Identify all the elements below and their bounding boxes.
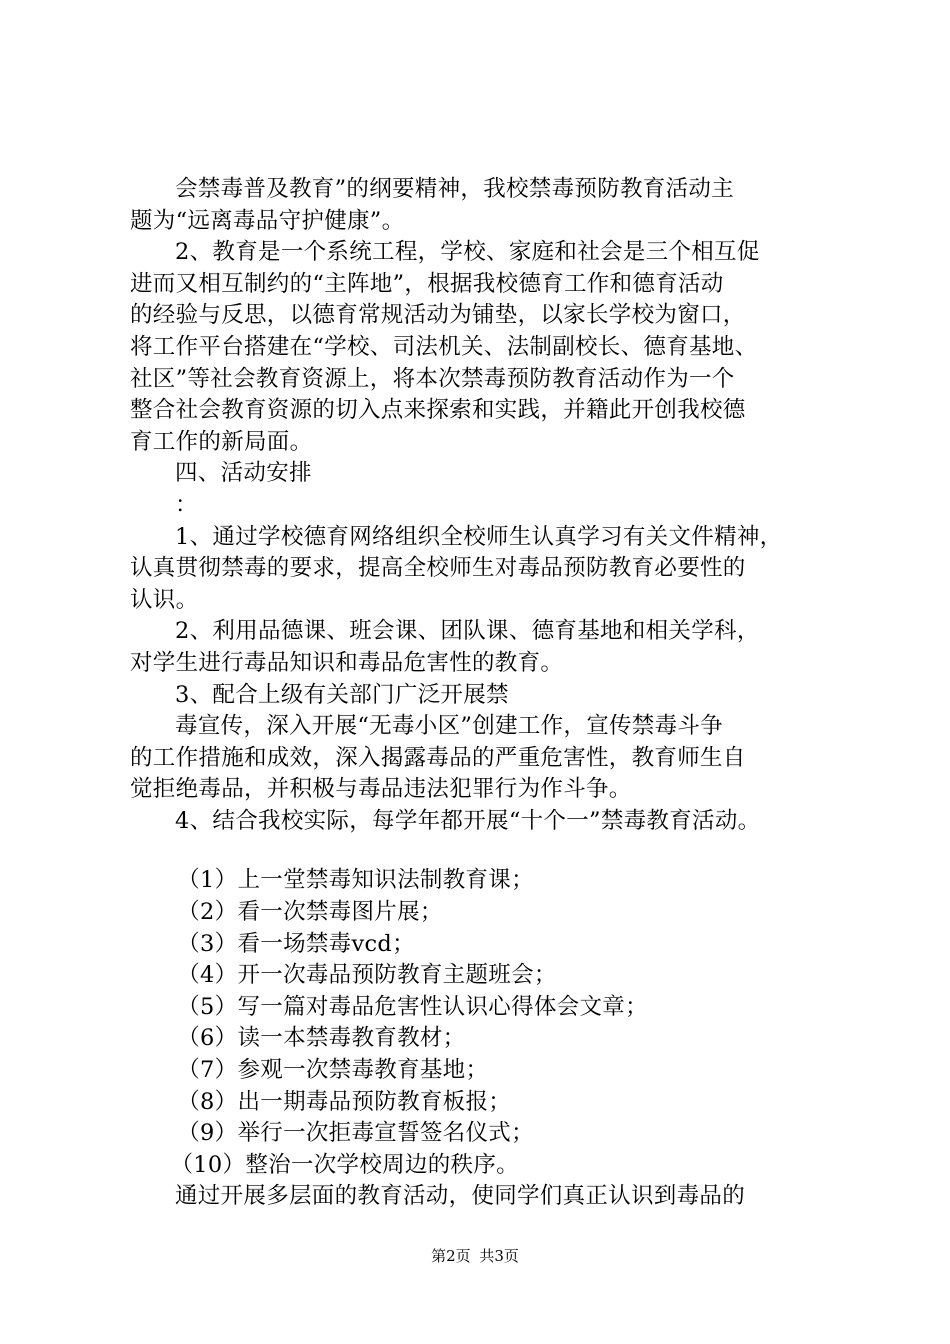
paragraph-line: 对学生进行毒品知识和毒品危害性的教育。 xyxy=(130,649,564,676)
paragraph-line: 毒宣传，深入开展“无毒小区”创建工作，宣传禁毒斗争 xyxy=(175,713,724,740)
list-item: （7）参观一次禁毒教育基地； xyxy=(177,1057,489,1084)
paragraph-line: 的工作措施和成效，深入揭露毒品的严重危害性，教育师生自 xyxy=(130,744,746,771)
paragraph-line: 会禁毒普及教育”的纲要精神，我校禁毒预防教育活动主 xyxy=(175,176,735,202)
paragraph-line: 认识。 xyxy=(130,586,199,613)
paragraph-line: 进而又相互制约的“主阵地”，根据我校德育工作和德育活动 xyxy=(130,270,724,297)
paragraph-line: 认真贯彻禁毒的要求，提高全校师生对毒品预防教育必要性的 xyxy=(130,555,746,582)
list-item: （8）出一期毒品预防教育板报； xyxy=(177,1088,512,1115)
paragraph-line: 育工作的新局面。 xyxy=(130,428,313,455)
activity-list xyxy=(130,865,850,1181)
paragraph-line: 3、配合上级有关部门广泛开展禁 xyxy=(175,681,509,708)
section-heading: 四、活动安排 xyxy=(175,460,312,487)
paragraph-line: 4、结合我校实际，每学年都开展“十个一”禁毒教育活动。 xyxy=(175,807,761,834)
list-item: （9）举行一次拒毒宣誓签名仪式； xyxy=(177,1120,534,1147)
paragraph-line: 1、通过学校德育网络组织全校师生认真学习有关文件精神， xyxy=(175,523,783,550)
closing-paragraph: 通过开展多层面的教育活动，使同学们真正认识到毒品的 xyxy=(175,1183,746,1210)
page-total: 共3页 xyxy=(479,1247,519,1265)
page-number: 第2页 xyxy=(431,1247,471,1265)
paragraph-line: 觉拒绝毒品，并积极与毒品违法犯罪行为作斗争。 xyxy=(130,776,632,803)
list-item: （3）看一场禁毒vcd； xyxy=(177,930,415,957)
paragraph-line: 将工作平台搭建在“学校、司法机关、法制副校长、德育基地、 xyxy=(130,333,758,360)
list-item: （5）写一篇对毒品危害性认识心得体会文章； xyxy=(177,993,648,1020)
paragraph-line: 社区”等社会教育资源上，将本次禁毒预防教育活动作为一个 xyxy=(130,365,735,392)
paragraph-line: 的经验与反思，以德育常规活动为铺垫，以家长学校为窗口， xyxy=(130,302,746,329)
list-item: （1）上一堂禁毒知识法制教育课； xyxy=(177,867,534,894)
list-item: （10）整治一次学校周边的秩序。 xyxy=(170,1151,519,1178)
paragraph-line: 题为“远离毒品守护健康”。 xyxy=(130,207,405,234)
list-item: （6）读一本禁毒教育教材； xyxy=(177,1025,466,1052)
paragraph-line: 2、教育是一个系统工程，学校、家庭和社会是三个相互促 xyxy=(175,239,760,266)
paragraph-line: 整合社会教育资源的切入点来探索和实践，并籍此开创我校德 xyxy=(130,397,746,424)
list-item: （2）看一次禁毒图片展； xyxy=(177,899,443,926)
document-body xyxy=(130,174,850,1213)
page-footer xyxy=(0,1246,950,1266)
heading-colon: ： xyxy=(175,491,198,518)
list-item: （4）开一次毒品预防教育主题班会； xyxy=(177,962,557,989)
paragraph-line: 2、利用品德课、班会课、团队课、德育基地和相关学科， xyxy=(175,618,760,645)
